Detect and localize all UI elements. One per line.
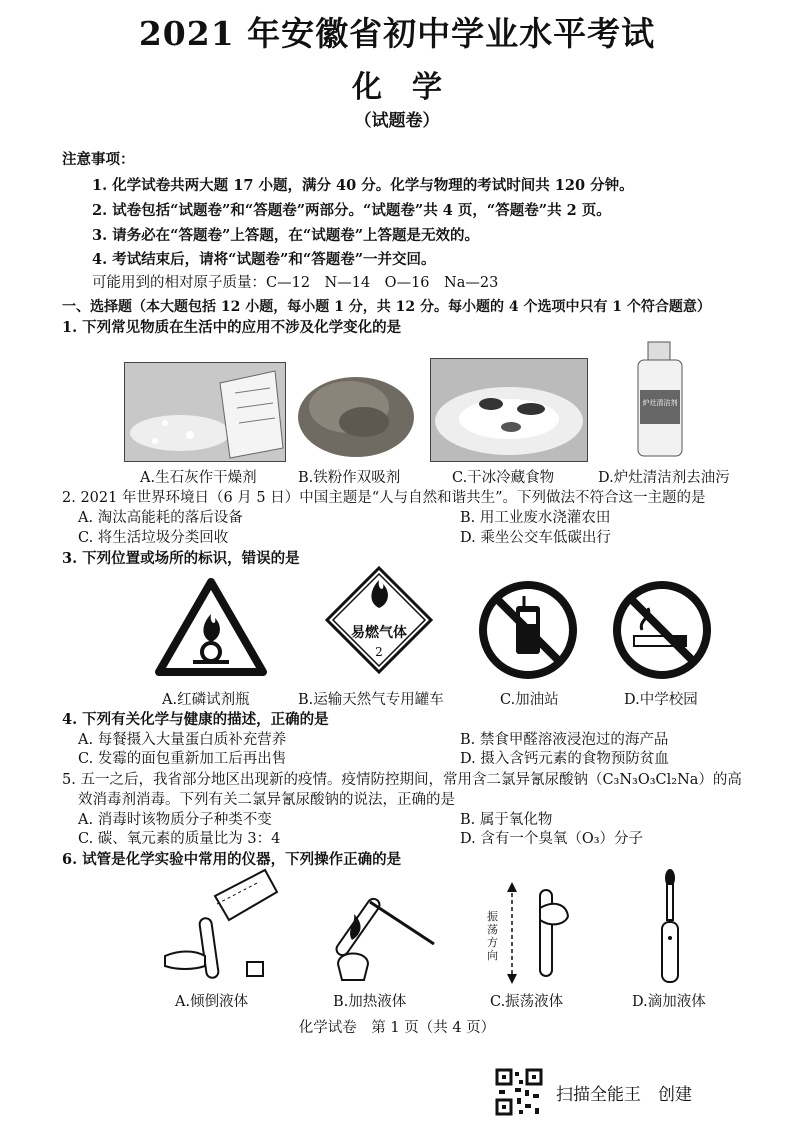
- q6-option-a: A.倾倒液体: [175, 994, 249, 1010]
- paper-type: （试题卷）: [354, 111, 440, 131]
- q2-option-d: D. 乘坐公交车低碳出行: [460, 530, 611, 546]
- q1-option-b: B.铁粉作双吸剂: [298, 470, 401, 486]
- q2-option-b: B. 用工业废水浇灌农田: [460, 510, 611, 526]
- q1-stem: 1. 下列常见物质在生活中的应用不涉及化学变化的是: [62, 319, 402, 336]
- q5-option-d: D. 含有一个臭氧（O₃）分子: [460, 831, 644, 847]
- q4-option-a: A. 每餐摄入大量蛋白质补充营养: [78, 732, 287, 748]
- iron-powder-illustration: [294, 362, 419, 460]
- pouring-liquid-diagram: [155, 866, 285, 984]
- cleaner-bottle-photo: [610, 340, 710, 460]
- q6-option-c: C.振荡液体: [490, 994, 564, 1010]
- dry-ice-photo: [430, 358, 588, 462]
- q5-stem-line1: 5. 五一之后，我省部分地区出现新的疫情。疫情防控期间，常用含二氯异氰尿酸钠（C₃N₃O₃Cl₂Na）的高: [62, 772, 742, 788]
- q3-option-c: C.加油站: [500, 692, 559, 708]
- q3-option-b: B.运输天然气专用罐车: [298, 692, 444, 708]
- q4-stem: 4. 下列有关化学与健康的描述，正确的是: [62, 711, 329, 728]
- q6-option-d: D.滴加液体: [632, 994, 706, 1010]
- q2-option-c: C. 将生活垃圾分类回收: [78, 530, 229, 546]
- q6-option-b: B.加热液体: [333, 994, 407, 1010]
- shake-direction-label: 振荡方向: [487, 910, 498, 962]
- quicklime-illustration: [125, 363, 285, 461]
- dropping-liquid-diagram: [650, 866, 690, 986]
- q1-option-a: A.生石灰作干燥剂: [140, 470, 257, 486]
- q4-option-c: C. 发霉的面包重新加工后再出售: [78, 751, 287, 767]
- no-smoking-sign: [612, 580, 712, 680]
- notes-heading: 注意事项：: [62, 151, 135, 168]
- q5-stem-line2: 效消毒剂消毒。下列有关二氯异氰尿酸钠的说法，正确的是: [78, 792, 455, 808]
- atomic-masses: 可能用到的相对原子质量：C—12 N—14 O—16 Na—23: [92, 275, 499, 291]
- q3-option-d: D.中学校园: [624, 692, 698, 708]
- heating-liquid-diagram: [322, 874, 442, 986]
- no-phone-sign: [478, 580, 578, 680]
- q5-option-a: A. 消毒时该物质分子种类不变: [78, 812, 272, 828]
- oxidizer-sign: [155, 578, 267, 678]
- note-item-3: 3. 请务必在“答题卷”上答题，在“试题卷”上答题是无效的。: [92, 227, 480, 244]
- flammable-gas-number: 2: [375, 645, 383, 659]
- q5-option-b: B. 属于氧化物: [460, 812, 553, 828]
- note-item-1: 1. 化学试卷共两大题 17 小题，满分 40 分。化学与物理的考试时间共 120 分钟。: [92, 177, 634, 194]
- note-item-2: 2. 试卷包括“试题卷”和“答题卷”两部分。“试题卷”共 4 页，“答题卷”共 2 页。: [92, 202, 611, 219]
- q2-option-a: A. 淘汰高能耗的落后设备: [78, 510, 243, 526]
- q2-stem: 2. 2021 年世界环境日（6 月 5 日）中国主题是“人与自然和谐共生”。下列做法不符合这一主题的是: [62, 490, 706, 506]
- exam-title: 2021 年安徽省初中学业水平考试: [138, 14, 656, 53]
- q4-option-b: B. 禁食甲醛溶液浸泡过的海产品: [460, 732, 669, 748]
- qr-code-icon: [495, 1068, 543, 1116]
- subject-title: 化学: [352, 70, 472, 105]
- flammable-gas-text: 易燃气体: [351, 625, 407, 641]
- q6-stem: 6. 试管是化学实验中常用的仪器，下列操作正确的是: [62, 851, 402, 868]
- q3-option-a: A.红磷试剂瓶: [162, 692, 250, 708]
- iron-powder-photo: [294, 362, 419, 460]
- q4-option-d: D. 摄入含钙元素的食物预防贫血: [460, 751, 669, 767]
- q1-option-d: D.炉灶清洁剂去油污: [598, 470, 730, 486]
- page-footer: 化学试卷 第 1 页（共 4 页）: [298, 1020, 496, 1036]
- q3-stem: 3. 下列位置或场所的标识，错误的是: [62, 550, 300, 567]
- quicklime-photo: [124, 362, 286, 462]
- section-heading: 一、选择题（本大题包括 12 小题，每小题 1 分，共 12 分。每小题的 4 个选项中只有 1 个符合题意）: [62, 299, 711, 315]
- q5-option-c: C. 碳、氧元素的质量比为 3：4: [78, 831, 281, 847]
- scanner-watermark: 扫描全能王 创建: [556, 1085, 692, 1105]
- note-item-4: 4. 考试结束后，请将“试题卷”和“答题卷”一并交回。: [92, 251, 436, 268]
- dry-ice-illustration: [431, 359, 587, 461]
- q1-option-c: C.干冰冷藏食物: [452, 470, 555, 486]
- bottle-label: 炉灶清洁剂: [642, 399, 678, 407]
